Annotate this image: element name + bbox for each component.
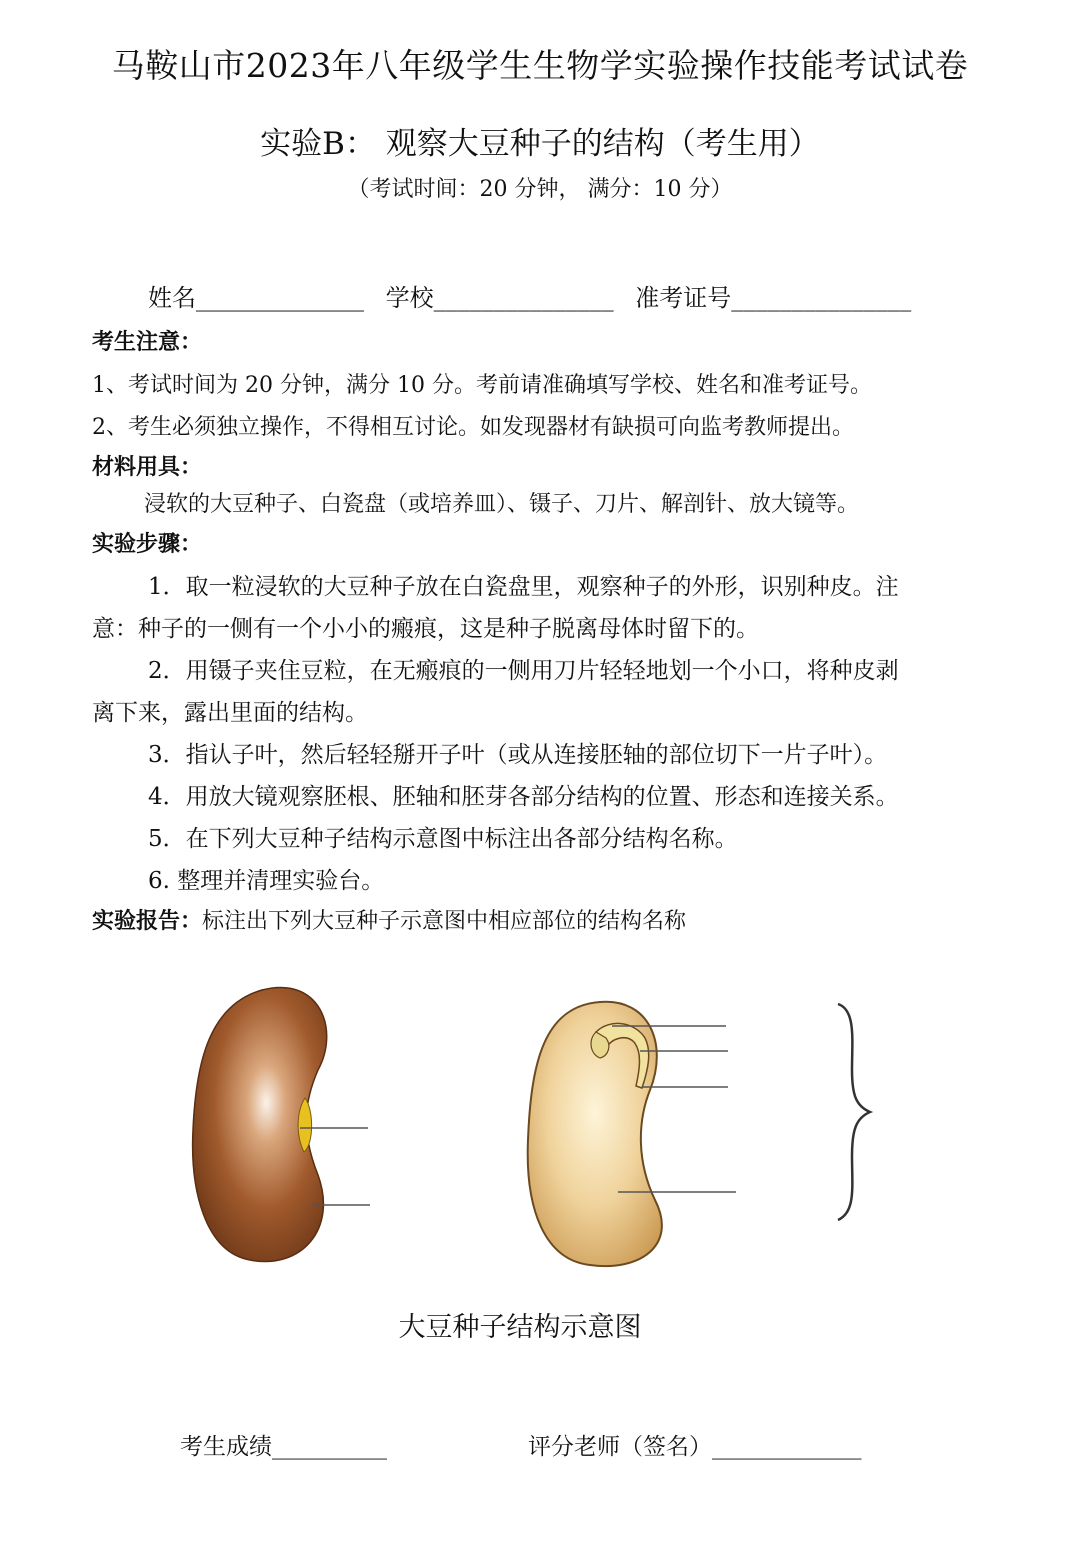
score-label: 考生成绩 xyxy=(180,1434,272,1460)
candidate-info-line xyxy=(148,278,911,313)
steps-heading: 实验步骤： xyxy=(92,532,203,557)
notice-item: 2、考生必须独立操作，不得相互讨论。如发现器材有缺损可向监考教师提出。 xyxy=(92,415,854,440)
grader-field[interactable] xyxy=(528,1428,862,1461)
school-field[interactable] xyxy=(386,278,614,313)
opened-seed-icon xyxy=(528,1002,736,1266)
grader-blank[interactable]: _____________ xyxy=(712,1434,862,1460)
step-line: 3．指认子叶，然后轻轻掰开子叶（或从连接胚轴的部位切下一片子叶）。 xyxy=(148,742,888,768)
name-field[interactable] xyxy=(148,278,364,313)
soybean-seed-figure xyxy=(0,960,1080,1300)
step-line: 6. 整理并清理实验台。 xyxy=(148,868,385,894)
materials-text: 浸软的大豆种子、白瓷盘（或培养皿）、镊子、刀片、解剖针、放大镜等。 xyxy=(144,492,860,517)
notice-item: 1、考试时间为 20 分钟，满分 10 分。考前请准确填写学校、姓名和准考证号。 xyxy=(92,373,872,398)
name-blank[interactable]: ______________ xyxy=(196,284,364,312)
grader-label: 评分老师（签名） xyxy=(528,1434,712,1460)
school-label: 学校 xyxy=(385,284,434,312)
step-line: 意：种子的一侧有一个小小的瘢痕，这是种子脱离母体时留下的。 xyxy=(92,616,759,642)
step-line: 4．用放大镜观察胚根、胚轴和胚芽各部分结构的位置、形态和连接关系。 xyxy=(148,784,899,810)
exam-id-blank[interactable]: _______________ xyxy=(731,284,912,312)
whole-seed-icon xyxy=(193,987,370,1261)
exam-info: （考试时间：20 分钟， 满分：10 分） xyxy=(347,177,733,202)
report-text: 标注出下列大豆种子示意图中相应部位的结构名称 xyxy=(202,909,687,934)
report-line xyxy=(92,904,686,935)
school-blank[interactable]: _______________ xyxy=(433,284,614,312)
materials-heading: 材料用具： xyxy=(92,455,203,480)
experiment-subtitle: 实验B： 观察大豆种子的结构（考生用） xyxy=(260,126,820,162)
score-field[interactable] xyxy=(180,1428,387,1461)
page-title: 马鞍山市2023年八年级学生生物学实验操作技能考试试卷 xyxy=(111,46,969,85)
step-line: 1．取一粒浸软的大豆种子放在白瓷盘里，观察种子的外形，识别种皮。注 xyxy=(148,574,899,600)
step-line: 2．用镊子夹住豆粒，在无瘢痕的一侧用刀片轻轻地划一个小口，将种皮剥 xyxy=(148,658,899,684)
score-blank[interactable]: __________ xyxy=(272,1434,387,1460)
name-label: 姓名 xyxy=(148,284,196,312)
exam-id-field[interactable] xyxy=(635,278,911,313)
report-heading: 实验报告： xyxy=(92,909,203,934)
step-line: 离下来，露出里面的结构。 xyxy=(92,700,368,726)
notice-heading: 考生注意： xyxy=(92,330,203,355)
step-line: 5．在下列大豆种子结构示意图中标注出各部分结构名称。 xyxy=(148,826,738,852)
brace-icon xyxy=(838,1004,870,1220)
figure-caption: 大豆种子结构示意图 xyxy=(398,1312,642,1343)
exam-id-label: 准考证号 xyxy=(635,284,732,312)
